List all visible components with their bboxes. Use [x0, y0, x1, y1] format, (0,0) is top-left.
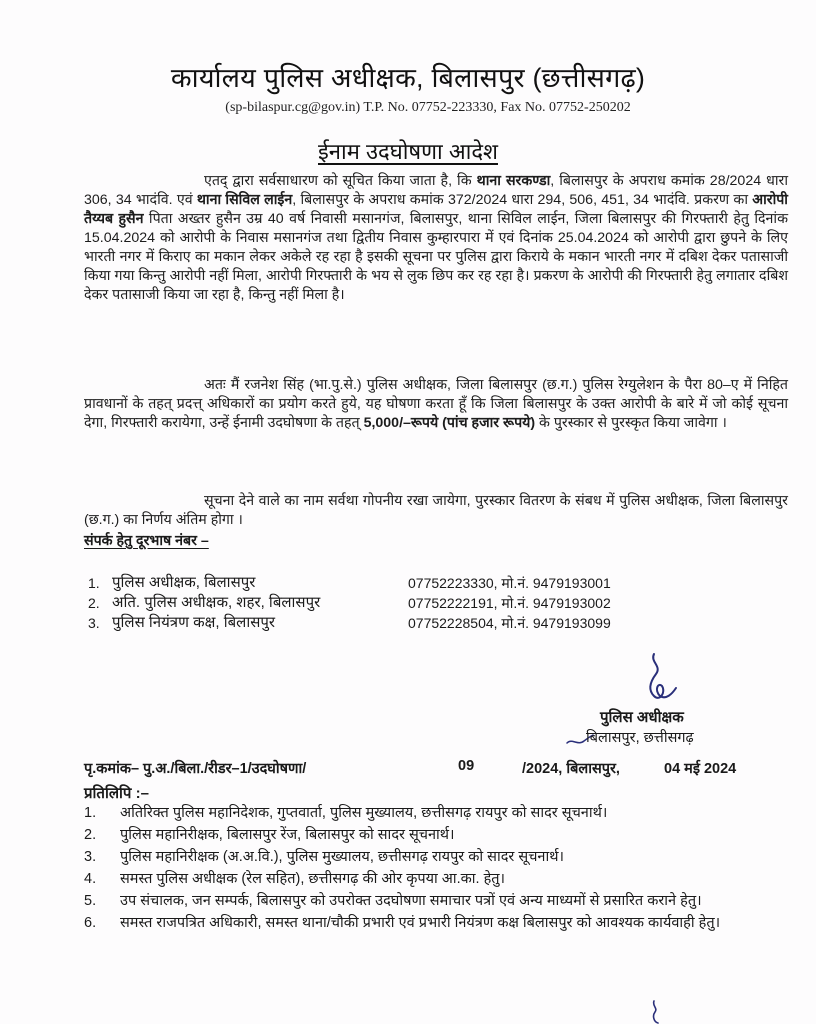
contacts-heading: संपर्क हेतु दूरभाष नंबर – — [84, 533, 209, 549]
initials-signature-icon — [648, 1000, 664, 1024]
reference-year-place: /2024, बिलासपुर, — [522, 761, 620, 777]
office-title: कार्यालय पुलिस अधीक्षक, बिलासपुर (छत्तीसगढ़) — [170, 63, 646, 93]
contacts-list — [88, 573, 648, 633]
copy-number: 6. — [84, 915, 97, 931]
document-title-text: ईनाम उदघोषणा आदेश — [318, 139, 498, 164]
copy-text: समस्त राजपत्रित अधिकारी, समस्त थाना/चौकी प्रभारी एवं प्रभारी नियंत्रण कक्ष बिलासपुर को आवश्यक कार्यवाही हेतु। — [120, 915, 721, 931]
copy-item — [84, 804, 784, 823]
office-contact-line: (sp-bilaspur.cg@gov.in) T.P. No. 07752-223330, Fax No. 07752-250202 — [225, 100, 631, 115]
copy-item — [84, 848, 784, 867]
copy-text: पुलिस महानिरीक्षक, बिलासपुर रेंज, बिलासपुर को सादर सूचनार्थ। — [120, 827, 455, 843]
copy-text: पुलिस महानिरीक्षक (अ.अ.वि.), पुलिस मुख्यालय, छत्तीसगढ़ रायपुर को सादर सूचनार्थ। — [120, 849, 564, 865]
contact-item — [88, 573, 648, 593]
copy-item — [84, 826, 784, 845]
contact-phone: 07752228504, मो.नं. 9479193099 — [408, 615, 611, 631]
contact-item — [88, 613, 648, 633]
copy-item — [84, 870, 784, 889]
copy-number: 3. — [84, 849, 97, 865]
reference-code: पृ.कमांक– पु.अ./बिला./रीडर–1/उदघोषणा/ — [84, 761, 307, 777]
copies-heading: प्रतिलिपि :– — [84, 785, 149, 802]
contact-name: पुलिस नियंत्रण कक्ष, बिलासपुर — [112, 614, 275, 631]
p1-part3: , बिलासपुर के अपराध कमांक 372/2024 धारा 294, 506, 451, 34 भादंवि. प्रकरण का — [292, 192, 753, 208]
p2-reward-amount: 5,000/–रूपये (पांच हजार रूपये) — [363, 415, 536, 431]
p1-lead: एतद् द्वारा सर्वसाधारण को सूचित किया जाता है, कि — [204, 173, 477, 189]
contact-number: 2. — [88, 595, 100, 611]
signature-icon — [640, 652, 680, 708]
copy-text: समस्त पुलिस अधीक्षक (रेल सहित), छत्तीसगढ़ की ओर कृपया आ.का. हेतु। — [120, 871, 506, 887]
paragraph-reward-announcement — [84, 376, 788, 433]
p1-police-station-2: थाना सिविल लाईन — [196, 192, 293, 208]
copy-number: 2. — [84, 827, 97, 843]
p2-tail: के पुरस्कार से पुरस्कृत किया जावेगा । — [535, 415, 727, 431]
copy-item — [84, 892, 784, 911]
copy-item — [84, 914, 784, 933]
contact-name: पुलिस अधीक्षक, बिलासपुर — [112, 574, 256, 591]
signatory-place: बिलासपुर, छत्तीसगढ़ — [586, 730, 694, 746]
copy-number: 4. — [84, 871, 97, 887]
p3-text: सूचना देने वाले का नाम सर्वथा गोपनीय रखा जायेगा, पुरस्कार वितरण के संबध में पुलिस अधीक्षक, जिला बिलासपुर (छ.ग.) का निर्णय अंतिम होगा । — [84, 493, 788, 528]
paragraph-confidentiality — [84, 492, 788, 530]
reference-date: 04 मई 2024 — [664, 761, 737, 777]
paragraph-case-details — [84, 172, 788, 305]
copy-number: 1. — [84, 805, 97, 821]
contact-phone: 07752223330, मो.नं. 9479193001 — [408, 575, 611, 591]
p2-text: अतः मैं रजनेश सिंह (भा.पु.से.) पुलिस अधीक्षक, जिला बिलासपुर (छ.ग.) पुलिस रेग्युलेशन के पैरा 80–ए में निहित प्रावधानों के तहत् प्रदत्त् अधिकारों का प्रयोग करते हुये, यह घोषणा करता हूँ कि जिला बिलासपुर के उक्त आरोपी के बारे में जो कोई सूचना देगा, गिरफ्तारी करायेगा, उन्हें ईनामी उदघोषणा के तहत् — [84, 377, 788, 431]
document-title — [0, 136, 816, 166]
contact-phone: 07752222191, मो.नं. 9479193002 — [408, 595, 611, 611]
p1-part4: पिता अख्तर हुसैन उम्र 40 वर्ष निवासी मसानगंज, बिलासपुर, थाना सिविल लाईन, जिला बिलासपुर की गिरफ्तारी हेतु दिनांक 15.04.2024 को आरोपी के निवास मसानगंज तथा द्वितीय निवास कुम्हारपारा में एवं दिनांक 25.04.2024 को आरोपी द्वारा छुपने के लिए भारती नगर में किराए का मकान लेकर अकेले रह रहा है इसकी सूचना पर पुलिस द्वारा किराये के मकान भारती नगर में दबिश देकर पतासाजी किया गया किन्तु आरोपी नहीं मिला, आरोपी गिरफ्तारी के भय से लुक छिप कर रह रहा है। प्रकरण के आरोपी की गिरफ्तारी हेतु लगातार दबिश देकर पतासाजी किया जा रहा है, किन्तु नहीं मिला है। — [84, 211, 788, 303]
reference-number: 09 — [458, 758, 475, 774]
reference-line — [84, 758, 784, 780]
copies-list — [84, 804, 784, 936]
copy-text: अतिरिक्त पुलिस महानिदेशक, गुप्तवार्ता, पुलिस मुख्यालय, छत्तीसगढ़ रायपुर को सादर सूचनार्थ। — [120, 805, 608, 821]
p1-police-station-1: थाना सरकण्डा — [476, 173, 551, 189]
contact-name: अति. पुलिस अधीक्षक, शहर, बिलासपुर — [112, 594, 321, 611]
contact-number: 1. — [88, 575, 100, 591]
signatory-title: पुलिस अधीक्षक — [600, 709, 684, 726]
copy-text: उप संचालक, जन सम्पर्क, बिलासपुर को उपरोक्त उदघोषणा समाचार पत्रों एवं अन्य माध्यमों से प्रसारित कराने हेतु। — [120, 893, 702, 909]
contact-item — [88, 593, 648, 613]
contact-number: 3. — [88, 615, 100, 631]
p1-part2: , बिलासपुर के अपराध कमांक 28/2024 धारा 306, 34 भादंवि. एवं — [84, 173, 788, 208]
copy-number: 5. — [84, 893, 97, 909]
p1-accused-name: आरोपी तैय्यब हुसैन — [84, 192, 788, 227]
